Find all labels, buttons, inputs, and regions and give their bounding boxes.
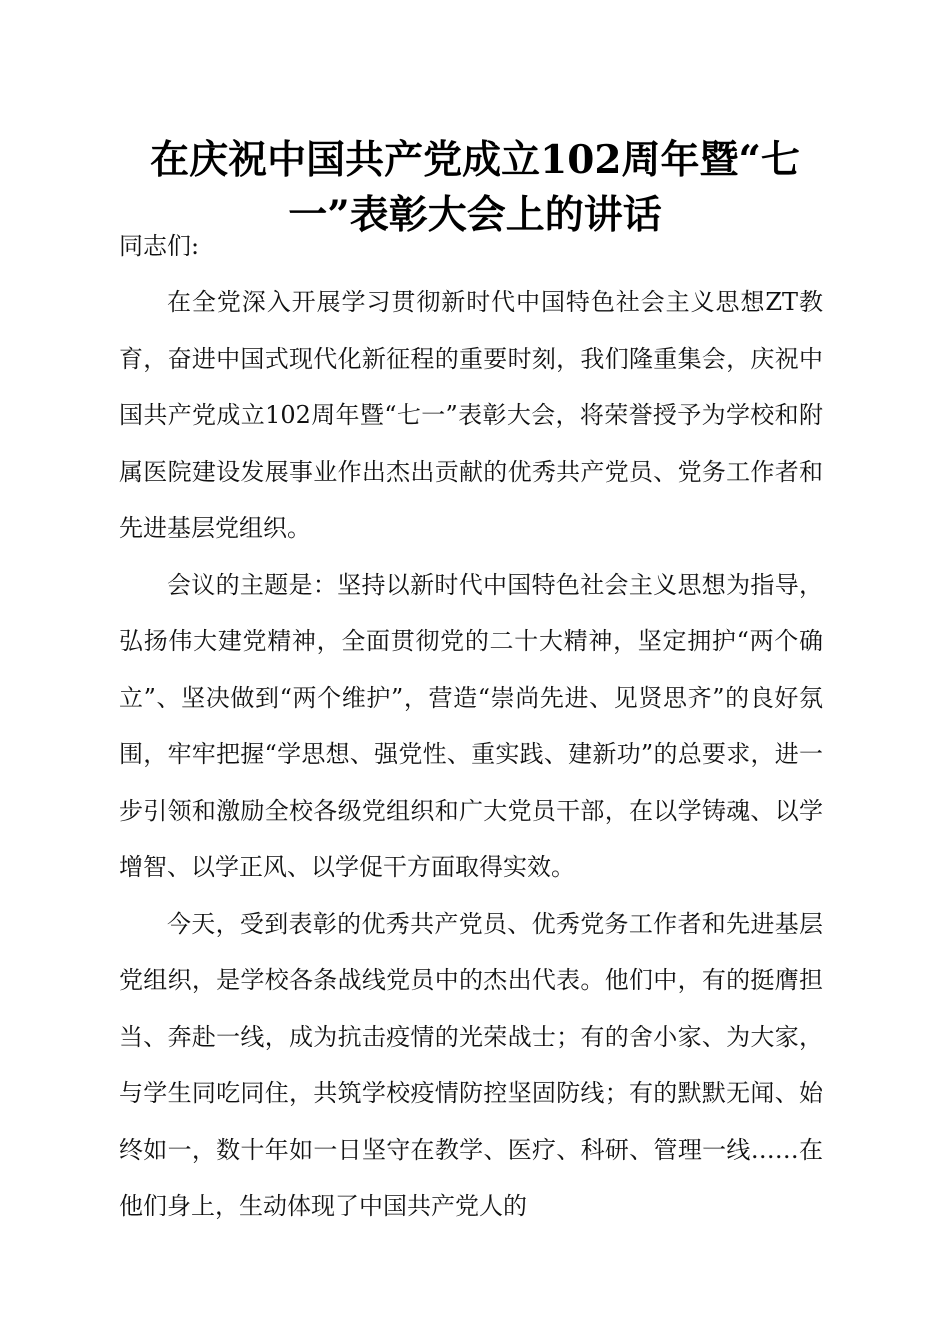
document-body [119, 218, 823, 1235]
paragraph-3: 今天，受到表彰的优秀共产党员、优秀党务工作者和先进基层党组织，是学校各条战线党员中的杰出代表。他们中，有的挺膺担当、奔赴一线，成为抗击疫情的光荣战士；有的舍小家、为大家，与学生同吃同住，共筑学校疫情防控坚固防线；有的默默无闻、始终如一，数十年如一日坚守在教学、医疗、科研、管理一线……在他们身上，生动体现了中国共产党人的 [119, 909, 823, 1220]
paragraph-1: 在全党深入开展学习贯彻新时代中国特色社会主义思想ZT教育，奋进中国式现代化新征程的重要时刻，我们隆重集会，庆祝中国共产党成立102周年暨“七一”表彰大会，将荣誉授予为学校和附属医院建设发展事业作出杰出贡献的优秀共产党员、党务工作者和先进基层党组织。 [119, 288, 823, 542]
paragraph-2: 会议的主题是：坚持以新时代中国特色社会主义思想为指导，弘扬伟大建党精神，全面贯彻党的二十大精神，坚定拥护“两个确立”、坚决做到“两个维护”，营造“崇尚先进、见贤思齐”的良好氛围，牢牢把握“学思想、强党性、重实践、建新功”的总要求，进一步引领和激励全校各级党组织和广大党员干部，在以学铸魂、以学增智、以学正风、以学促干方面取得实效。 [119, 570, 823, 881]
document-title: 在庆祝中国共产党成立102周年暨“七一”表彰大会上的讲话 [150, 137, 800, 238]
salutation: 同志们: [119, 232, 200, 260]
